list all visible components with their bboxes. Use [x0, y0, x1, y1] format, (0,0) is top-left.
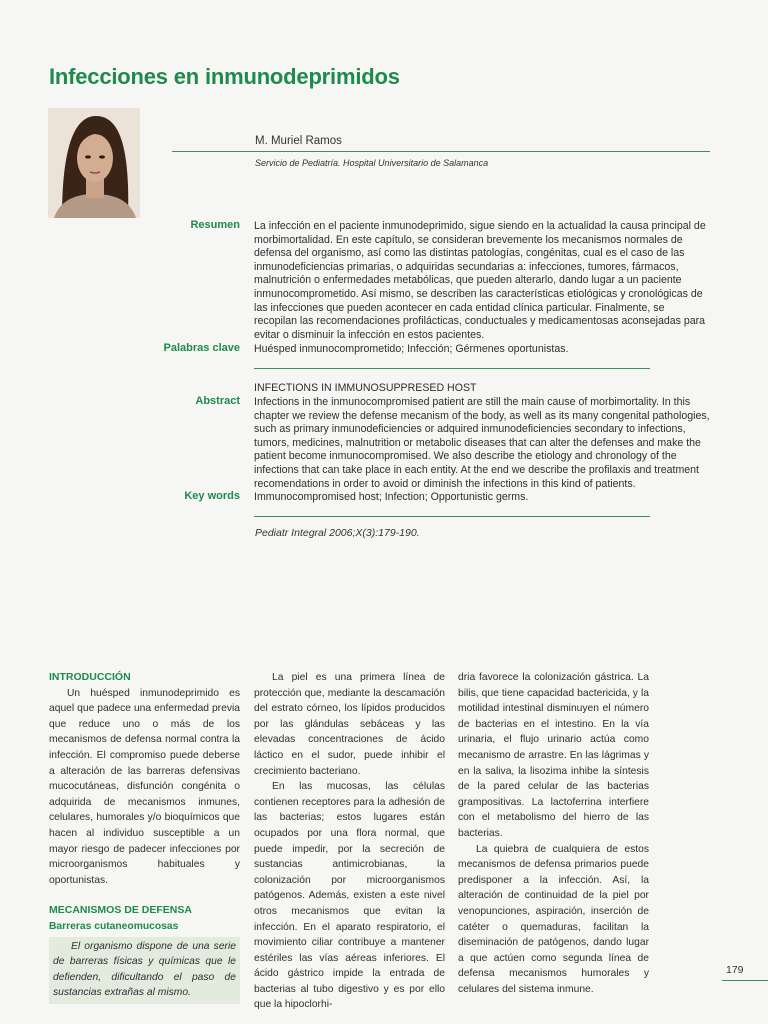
body-column-3	[458, 670, 649, 997]
keywords-rule-en	[254, 516, 650, 517]
citation: Pediatr Integral 2006;X(3):179-190.	[255, 527, 420, 539]
abstract-paragraph: Infections in the inmunocompromised patient are still the main cause of morbimortality. In this chapter we review the defense mecanism of the body, as well as its many congenital pathologies, such as primary inmunodeficiencies or adquired inmunodeficiencies secondary to infections, tumors, medicines, malnutrition or metabolic diseases that can alter the defenses and make the patient become inmunocompromised. We also describe the etiology and chronology of the infections that can take place in each entity. At the end we describe the profilaxis and treatment recomendations in order to avoid or diminish the infections in this kind of patients.	[254, 396, 710, 490]
resumen-label: Resumen	[190, 219, 240, 231]
page-number-rule	[722, 980, 768, 981]
body-paragraph: dria favorece la colonización gástrica. La bilis, que tiene capacidad bactericida, y la motilidad intestinal disminuyen el número de bacterias en el intestino. En la vía urinaria, el flujo urinario actúa como mecanismo de arrastre. En las lágrimas y en la saliva, la lisozima inhibe la síntesis de la pared celular de las bacterias grampositivas. La lactoferrina interfiere con el metabolismo del hierro de las bacterias.	[458, 672, 649, 839]
affiliation: Servicio de Pediatría. Hospital Universitario de Salamanca	[255, 158, 489, 168]
body-paragraph: Un huésped inmunodeprimido es aquel que padece una enfermedad previa que reduce uno o más de los mecanismos de defensa normal contra la infección. El compromiso puede deberse a alteración de las barreras defensivas mucocutáneas, disfunción congénita o adquirida de mecanismos inmunes, celulares, humorales y/o bioquímicos que hacen al individuo susceptible a un mayor riesgo de padecer infecciones por microorganismos habituales y oportunistas.	[49, 687, 240, 886]
author-name: M. Muriel Ramos	[255, 135, 342, 147]
key-words-label: Key words	[184, 490, 240, 502]
page-number: 179	[726, 964, 744, 976]
highlight-box: El organismo dispone de una serie de barreras físicas y químicas que le defienden, dificultando el paso de sustancias extrañas al mismo.	[49, 937, 240, 1004]
resumen-paragraph: La infección en el paciente inmunodeprimido, sigue siendo en la actualidad la causa principal de morbimortalidad. En este capítulo, se consideran brevemente los mecanismos normales de defensa del organismo, así como las distintas patologías, congénitas, cual es el caso de las inmunodeficiencias primarias, o adquiridas secundarias a: infecciones, tumores, fármacos, malnutrición o enfermedades metabólicas, que pueden alterarlo, dando lugar a un paciente inmunocomprometido. Así mismo, se describen las características etiológicas y cronológicas de las infecciones que pueden acontecer en cada entidad clínica particular. Finalmente, se recopilan las recomendaciones profilácticas, conductuales y medicamentosas aconsejadas para evitar o disminuir la infección en estos pacientes.	[254, 220, 706, 341]
body-column-2	[254, 670, 445, 1013]
key-words-paragraph: Immunocompromised host; Infection; Opportunistic germs.	[254, 491, 529, 503]
abstract-title: INFECTIONS IN IMMUNOSUPPRESED HOST	[254, 382, 477, 394]
palabras-clave-label: Palabras clave	[163, 342, 240, 354]
author-photo	[48, 108, 140, 218]
subsection-heading-barreras: Barreras cutaneomucosas	[49, 920, 179, 932]
body-paragraph: En las mucosas, las células contienen receptores para la adhesión de las bacterias; estos lugares están ocupados por una flora normal, que puede impedir, por la secreción de sustancias antimicrobianas, la colonización por microorganismos patógenos. Además, existen a este nivel otros mecanismos que evitan la infección. En el aparato respiratorio, el movimiento ciliar contribuye a mantener estériles las vías aéreas inferiores. El ácido gástrico impide la entrada de bacterias al tubo digestivo y es por ello que la hipoclorhi-	[254, 781, 445, 1011]
body-paragraph: La piel es una primera línea de protección que, mediante la descamación del estrato córneo, los lípidos producidos por las glándulas sebáceas y las elevadas concentraciones de ácido láctico en el sudor, puede inhibir el crecimiento bacteriano.	[254, 672, 445, 777]
palabras-clave-paragraph: Huésped inmunocomprometido; Infección; Gérmenes oportunistas.	[254, 343, 569, 355]
key-words-text	[254, 491, 710, 505]
abstract-text	[254, 396, 710, 491]
section-heading-mecanismos: MECANISMOS DE DEFENSA	[49, 904, 192, 917]
keywords-rule-es	[254, 368, 650, 369]
palabras-clave-text	[254, 343, 710, 357]
abstract-label: Abstract	[195, 395, 240, 407]
body-column-1	[49, 670, 240, 1004]
section-heading-introduccion: INTRODUCCIÓN	[49, 671, 131, 683]
author-rule	[172, 151, 710, 152]
body-paragraph: La quiebra de cualquiera de estos mecanismos de defensa primarios puede predisponer a la infección. Así, la alteración de continuidad de la piel por venopunciones, aspiración, inserción de catéter o quemaduras, facilitan la diseminación de patógenos, dando lugar a que actúen como segunda línea de defensa mecanismos humorales y celulares del sistema inmune.	[458, 843, 649, 995]
resumen-text	[254, 220, 710, 342]
abstract-heading	[254, 382, 710, 396]
article-title: Infecciones en inmunodeprimidos	[49, 64, 400, 89]
